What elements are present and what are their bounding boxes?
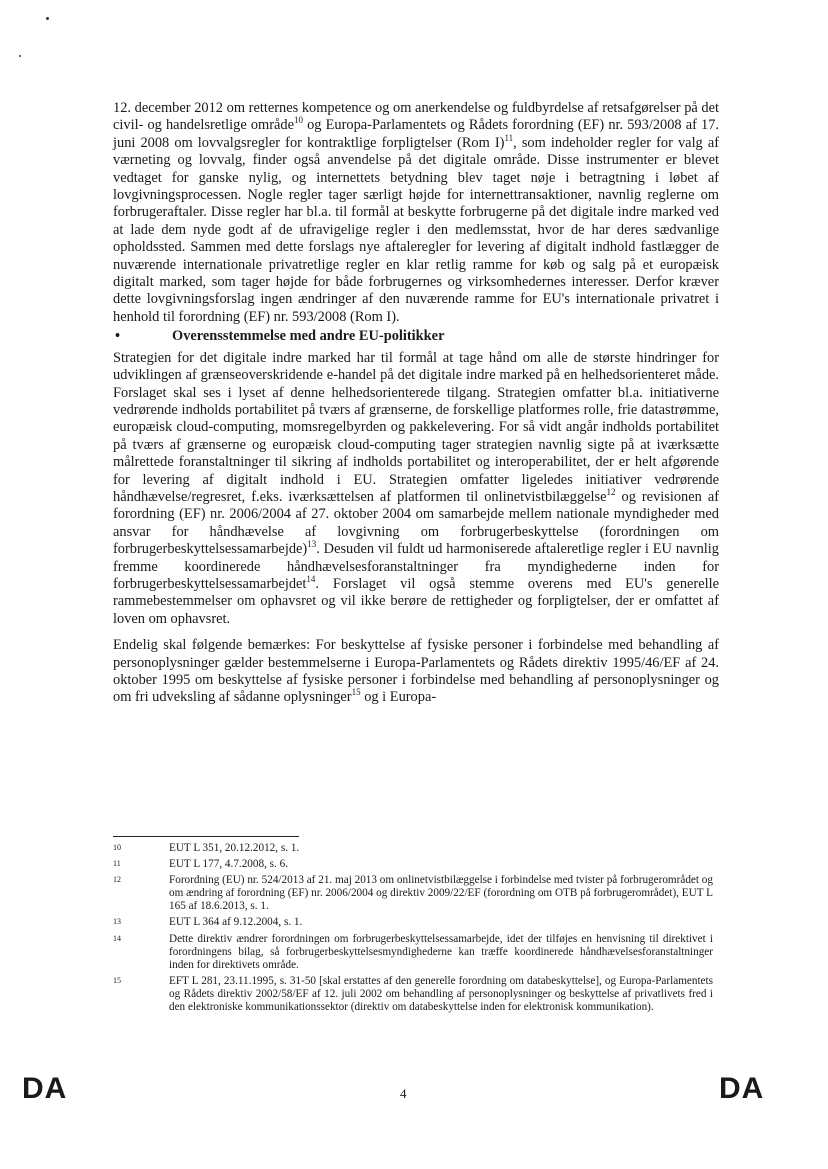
footnote-item bbox=[113, 842, 713, 855]
footnote-item bbox=[113, 858, 713, 871]
footnote-ref-10[interactable]: 10 bbox=[293, 115, 303, 126]
footnote-text: EUT L 364 af 9.12.2004, s. 1. bbox=[169, 916, 303, 929]
footnote-item bbox=[113, 975, 713, 1014]
footnotes bbox=[113, 842, 713, 1017]
bullet-icon: • bbox=[115, 328, 121, 345]
scan-speck bbox=[19, 55, 21, 57]
footnote-text: EFT L 281, 23.11.1995, s. 31-50 [skal erstattes af den generelle forordning om databeskyttelse], og Europa-Parlamentets og Rådets direktiv 2002/58/EF af 12. juli 2002 om behandling af personoplysninger og beskyttelse af privatlivets fred i den elektroniske kommunikationssektor (direktiv om databeskyttelse inden for elektronisk kommunikation). bbox=[169, 974, 713, 1014]
section-heading bbox=[113, 328, 719, 345]
footnote-number: 13 bbox=[113, 917, 121, 927]
footnote-ref-12[interactable]: 12 bbox=[606, 487, 616, 498]
footnote-item bbox=[113, 874, 713, 913]
language-code-right: DA bbox=[719, 1072, 765, 1105]
footnote-ref-13[interactable]: 13 bbox=[307, 539, 317, 550]
footnote-number: 15 bbox=[113, 975, 121, 985]
body-text bbox=[113, 100, 719, 707]
footnote-item bbox=[113, 933, 713, 972]
footnote-text: Dette direktiv ændrer forordningen om forbrugerbeskyttelsessamarbejde, idet der tilføjes en henvisning til direktivet i forordningens bilag, så forbrugerbeskyttelsesmyndighederne kan træffe koordinerede håndhævelsesforanstaltninger inden for direktivets område. bbox=[169, 932, 713, 971]
footnote-number: 10 bbox=[113, 843, 121, 852]
paragraph-private-international-law: 12. december 2012 om retternes kompetence og om anerkendelse og fuldbyrdelse af retsafgørelser på det civil- og handelsretlige område$^{10}$ og Europa-Parlamentets og Rådets forordning (EF) nr. 593/2008 af 17. juni 2008 om lovvalgsregler for kontraktlige forpligtelser (Rom I)$^{11}$, som indeholder regler for valg af værneting og lovvalg, finder også anvendelse på det digitale område. Disse instrumenter er blevet vedtaget for ganske nylig, og internettets betydning blev taget nøje i betragtning i løbet af lovgivningsprocessen. Nogle regler tager særligt højde for internettransaktioner, navnlig reglerne om forbrugeraftaler. Disse regler har bl.a. til formål at beskytte forbrugerne på det digitale indre marked ved at lade dem nyde godt af de ufravigelige regler i den medlemsstat, hvor de har deres sædvanlige opholdssted. Sammen med dette forslags nye aftaleregler for levering af digitalt indhold fastlægger de nuværende internationale privatretlige regler en klar retlig ramme for køb og salg på et europæisk digitalt marked, som tager højde for både forbrugernes og virksomhedernes interesser. Derfor kræver dette lovgivningsforslag ingen ændringer af den nuværende ramme for EU's internationale privatret i henhold til forordning (EF) nr. 593/2008 (Rom I). bbox=[113, 100, 720, 325]
footnote-number: 12 bbox=[113, 875, 121, 885]
section-heading-text: Overensstemmelse med andre EU-politikker bbox=[172, 328, 445, 345]
footnote-text: Forordning (EU) nr. 524/2013 af 21. maj 2013 om onlinetvistbilæggelse i forbindelse med tvister på forbrugerområdet og om ændring af forordning (EF) nr. 2006/2004 og direktiv 2009/22/EF (forordning om OTB på forbrugerområdet), EUT L 165 af 18.6.2013, s. 1. bbox=[169, 874, 713, 913]
page-number: 4 bbox=[400, 1086, 407, 1101]
scan-speck bbox=[46, 17, 49, 20]
footnote-ref-15[interactable]: 15 bbox=[351, 687, 361, 698]
paragraph-eu-policies: Strategien for det digitale indre marked har til formål at tage hånd om alle de største hindringer for udviklingen af grænseoverskridende e-handel på det digitale indre marked på en helhedsorienteret måde. Forslaget skal ses i lyset af denne helhedsorienterede tilgang. Strategien omfatter bl.a. initiativerne vedrørende indholds portabilitet på tværs af grænserne, de forskellige platformes rolle, frie datastrømme, europæisk cloud-computing, momsregelbyrden og pakkelevering. For så vidt angår indholds portabilitet på tværs af grænserne og europæisk cloud-computing tager strategien navnlig sigte på at iværksætte målrettede foranstaltninger til sikring af indholds portabilitet og interoperabilitet, der er helt afgørende for levering af digitalt indhold i EU. Strategien omfatter ligeledes initiativer vedrørende håndhævelse/regresret, f.eks. iværksættelsen af platformen til onlinetvistbilæggelse$^{12}$ og revisionen af forordning (EF) nr. 2006/2004 af 27. oktober 2004 om samarbejde mellem nationale myndigheder med ansvar for håndhævelse af lovgivning om forbrugerbeskyttelse (forordningen om forbrugerbeskyttelsessamarbejde)$^{13}$. Desuden vil fuldt ud harmoniserede aftaleretlige regler i EU navnlig fremme koordinerede håndhævelsesforanstaltninger fra myndighederne inden for forbrugerbeskyttelsessamarbejdet$^{14}$. Forslaget vil også stemme overens med EU's generelle rammebestemmelser om ophavsret og vil ikke berøre de rettigheder og forpligtelser, der er omfattet af loven om ophavsret. bbox=[113, 349, 720, 627]
footnote-separator bbox=[113, 836, 299, 837]
footnote-number: 14 bbox=[113, 933, 121, 943]
language-code-left: DA bbox=[22, 1072, 68, 1105]
footnote-number: 11 bbox=[113, 859, 121, 869]
footnote-text: EUT L 177, 4.7.2008, s. 6. bbox=[169, 858, 289, 871]
paragraph-data-protection: Endelig skal følgende bemærkes: For beskyttelse af fysiske personer i forbindelse med behandling af personoplysninger gælder bestemmelserne i Europa-Parlamentets og Rådets direktiv 1995/46/EF af 24. oktober 1995 om beskyttelse af fysiske personer i forbindelse med behandling af personoplysninger og om fri udveksling af sådanne oplysninger$^{15}$ og i Europa- bbox=[113, 637, 719, 706]
footnote-text: EUT L 351, 20.12.2012, s. 1. bbox=[169, 842, 300, 854]
footnote-item bbox=[113, 916, 713, 929]
footnote-ref-11[interactable]: 11 bbox=[504, 133, 514, 144]
footnote-ref-14[interactable]: 14 bbox=[306, 574, 316, 585]
